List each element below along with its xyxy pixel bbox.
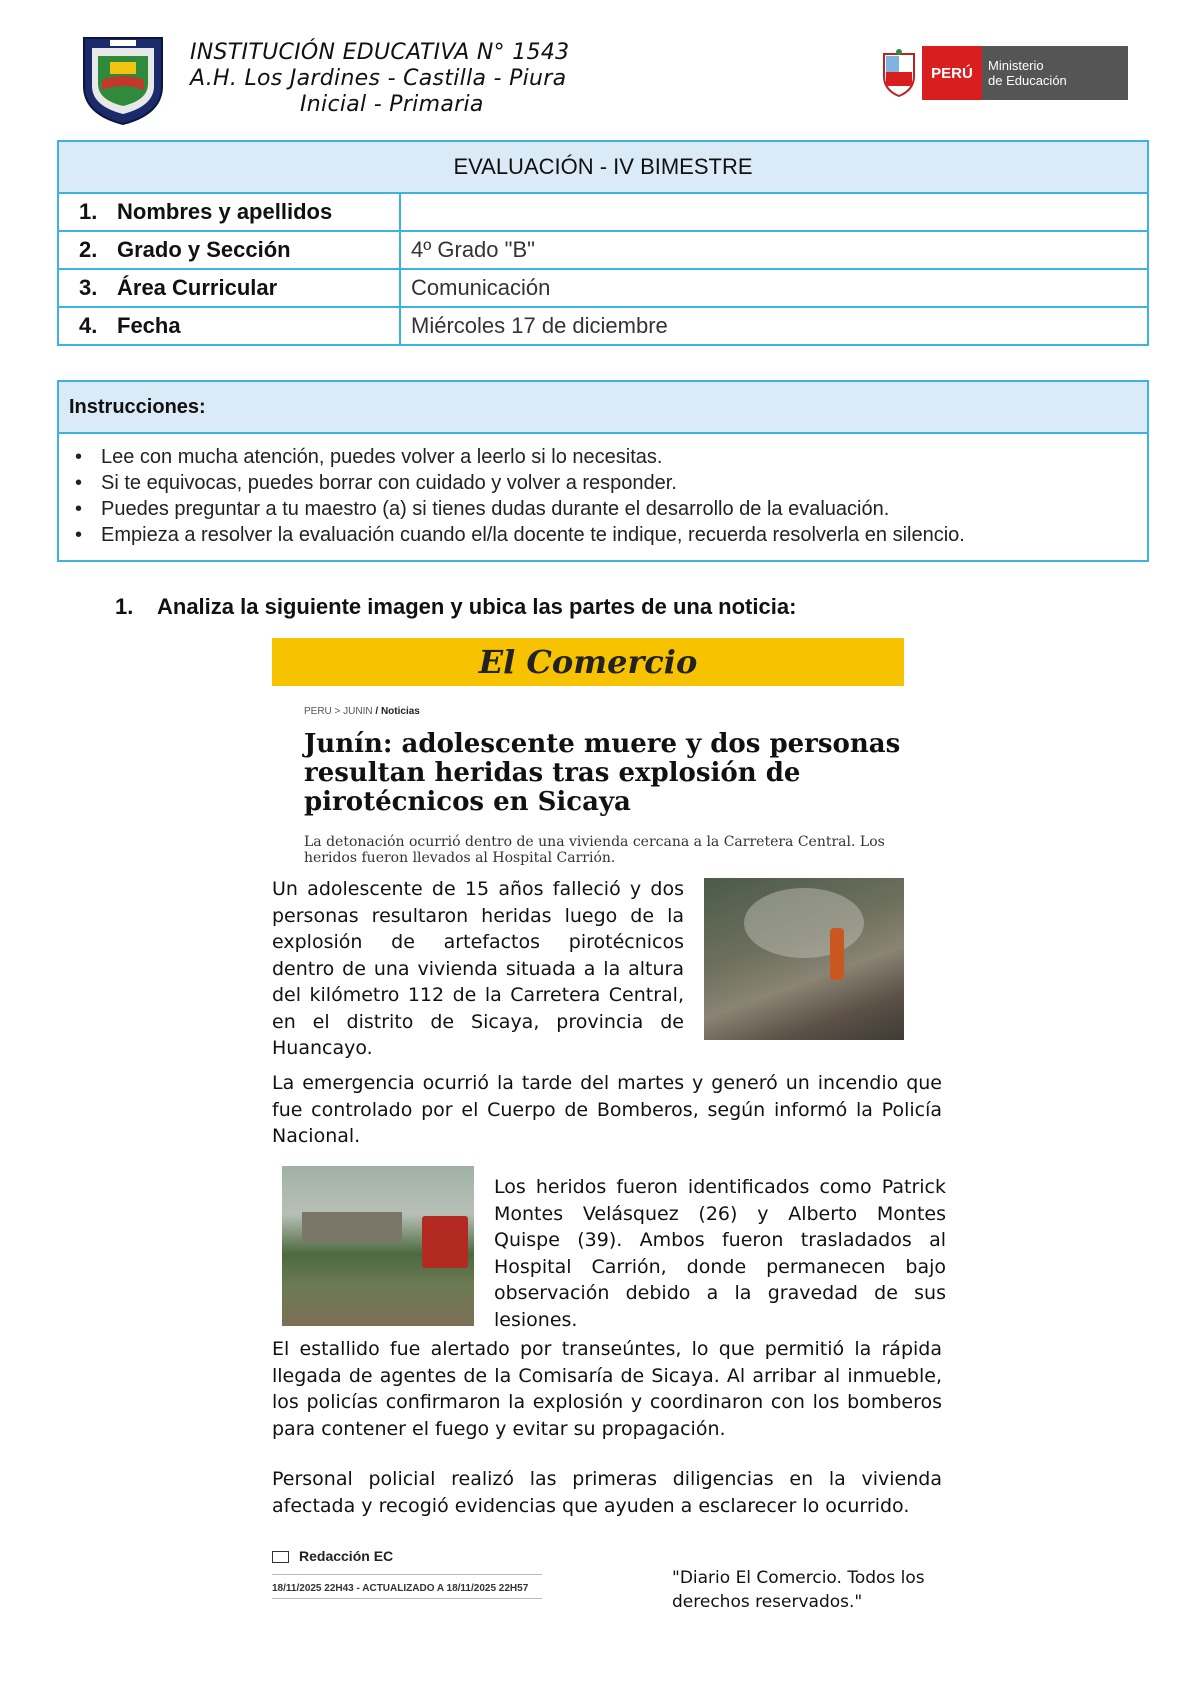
newspaper-name: El Comercio xyxy=(478,643,698,681)
row-label xyxy=(58,269,400,307)
school-crest-logo xyxy=(80,34,166,126)
table-row xyxy=(58,269,1148,307)
ministry-country-label: PERÚ xyxy=(922,46,982,100)
row-number: 3. xyxy=(79,275,98,300)
row-label-text: Grado y Sección xyxy=(117,237,291,262)
news-paragraph-3: Los heridos fueron identificados como Patrick Montes Velásquez (26) y Alberto Montes Quispe (39). Ambos fueron trasladados al Hospital Carrión, donde permanecen bajo observación debido a la gravedad de sus lesiones. xyxy=(494,1176,946,1331)
question-number: 1. xyxy=(115,594,134,619)
row-label xyxy=(58,231,400,269)
house-shape xyxy=(302,1212,402,1242)
firefighter-figure xyxy=(830,928,844,980)
fire-truck-shape xyxy=(422,1216,468,1268)
student-name-field[interactable] xyxy=(400,193,1148,231)
news-headline: Junín: adolescente muere y dos personas resultan heridas tras explosión de pirotécnicos en Sicaya xyxy=(304,729,901,817)
smoke-shape xyxy=(744,888,864,958)
list-item: • Lee con mucha atención, puedes volver a leerlo si lo necesitas. xyxy=(101,444,1147,470)
date-value: Miércoles 17 de diciembre xyxy=(400,307,1148,345)
copyright-note: "Diario El Comercio. Todos los derechos reservados." xyxy=(672,1568,925,1612)
instructions-heading: Instrucciones: xyxy=(59,382,1147,434)
institution-line-2: A.H. Los Jardines - Castilla - Piura xyxy=(190,66,567,91)
envelope-icon xyxy=(272,1551,289,1563)
list-item: • Si te equivocas, puedes borrar con cuidado y volver a responder. xyxy=(101,470,1147,496)
institution-line-1: INSTITUCIÓN EDUCATIVA N° 1543 xyxy=(190,40,570,65)
breadcrumb-section: / Noticias xyxy=(375,706,420,717)
evaluation-title: EVALUACIÓN - IV BIMESTRE xyxy=(58,141,1148,193)
list-item: • Empieza a resolver la evaluación cuando el/la docente te indique, recuerda resolverla en silencio. xyxy=(101,522,1147,548)
ministry-name-line-2: de Educación xyxy=(988,73,1067,88)
news-paragraph-1: Un adolescente de 15 años falleció y dos personas resultaron heridas luego de la explosión de artefactos pirotécnicos dentro de una vivienda situada a la altura del kilómetro 112 de la Carretera Central, en el distrito de Sicaya, provincia de Huancayo. xyxy=(272,878,684,1059)
grade-section-value: 4º Grado "B" xyxy=(400,231,1148,269)
news-paragraph-4: El estallido fue alertado por transeúntes, lo que permitió la rápida llegada de agentes de la Comisaría de Sicaya. Al arribar al inmueble, los policías confirmaron la explosión y coordinaron con los bomberos para contener el fuego y evitar su propagación. xyxy=(272,1338,942,1440)
fire-truck-photo xyxy=(282,1166,474,1326)
ministry-name-line-1: Ministerio xyxy=(988,58,1044,73)
list-item: • Puedes preguntar a tu maestro (a) si tienes dudas durante el desarrollo de la evaluación. xyxy=(101,496,1147,522)
news-subheadline: La detonación ocurrió dentro de una vivienda cercana a la Carretera Central. Los heridos fueron llevados al Hospital Carrión. xyxy=(304,834,885,866)
ministry-logo xyxy=(878,44,1130,102)
row-label-text: Área Curricular xyxy=(117,275,278,300)
institution-line-3: Inicial - Primaria xyxy=(300,92,484,117)
instructions-box xyxy=(57,380,1149,562)
row-label xyxy=(58,307,400,345)
byline-author-row xyxy=(272,1548,542,1564)
row-number: 4. xyxy=(79,313,98,338)
evaluation-info-table xyxy=(57,140,1149,346)
row-number: 1. xyxy=(79,199,98,224)
instructions-list xyxy=(59,444,1147,548)
row-number: 2. xyxy=(79,237,98,262)
row-label xyxy=(58,193,400,231)
news-clipping xyxy=(272,638,952,1622)
breadcrumb xyxy=(304,706,420,717)
news-paragraph-2: La emergencia ocurrió la tarde del martes y generó un incendio que fue controlado por el Cuerpo de Bomberos, según informó la Policía Nacional. xyxy=(272,1072,942,1147)
peru-shield-icon xyxy=(878,48,920,98)
table-title-row xyxy=(58,141,1148,193)
question-1 xyxy=(115,594,796,620)
row-label-text: Nombres y apellidos xyxy=(117,199,333,224)
news-paragraph-5: Personal policial realizó las primeras diligencias en la vivienda afectada y recogió evidencias que ayuden a esclarecer lo ocurrido. xyxy=(272,1468,942,1517)
table-row xyxy=(58,231,1148,269)
table-row xyxy=(58,193,1148,231)
ministry-name-label xyxy=(982,46,1128,100)
explosion-photo xyxy=(704,878,904,1040)
curricular-area-value: Comunicación xyxy=(400,269,1148,307)
newspaper-banner xyxy=(272,638,904,686)
institution-name xyxy=(190,40,569,118)
question-text: Analiza la siguiente imagen y ubica las partes de una noticia: xyxy=(157,594,797,619)
author-name: Redacción EC xyxy=(299,1548,394,1564)
news-byline xyxy=(272,1548,542,1599)
publication-date: 18/11/2025 22H43 - ACTUALIZADO A 18/11/2025 22H57 xyxy=(272,1574,542,1594)
row-label-text: Fecha xyxy=(117,313,181,338)
breadcrumb-path: PERU > JUNIN xyxy=(304,706,373,717)
table-row xyxy=(58,307,1148,345)
